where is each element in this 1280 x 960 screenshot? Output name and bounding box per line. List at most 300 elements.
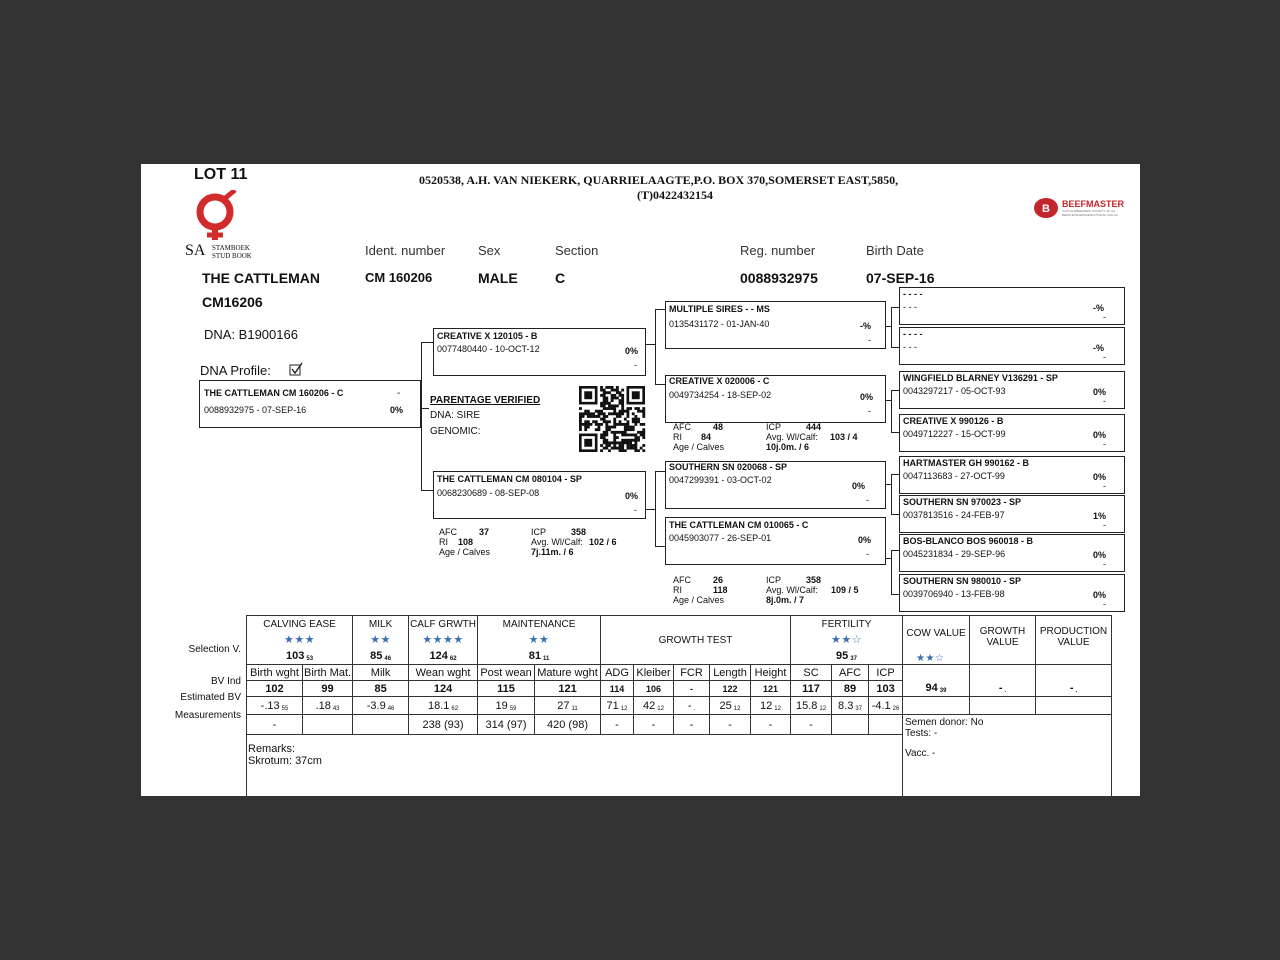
subject-pct: 0% [390, 405, 404, 415]
logo-studbook-text: STUD BOOK [212, 252, 252, 260]
gp4-afc-value: 26 [713, 575, 724, 585]
measurement-value [353, 715, 409, 735]
row-label-selection: Selection V. [188, 644, 241, 655]
qr-module [608, 449, 611, 452]
gp2-avg-label: Avg. Wl/Calf: [766, 432, 818, 442]
dam-dash: - [634, 505, 637, 515]
gp2-afc-value: 48 [713, 422, 724, 432]
qr-module [587, 412, 590, 415]
qr-module [600, 410, 603, 413]
section-value: C [555, 270, 566, 286]
bv-value: - [674, 681, 710, 697]
ebv-accuracy: 59 [509, 705, 517, 712]
trait-header: Birth Mat. [304, 666, 352, 679]
ebv-value [409, 697, 478, 715]
group-fert-label: FERTILITY [791, 616, 903, 633]
qr-module [627, 428, 630, 431]
ebv-value [751, 697, 791, 715]
ebv-value [601, 697, 634, 715]
ebv-number: -3.9 [366, 699, 386, 712]
maint-stars: ★★ [478, 633, 601, 647]
vaccinations: Vacc. - [905, 748, 936, 759]
grandparent-box-2 [665, 375, 886, 423]
qr-module [611, 431, 614, 434]
qr-module [624, 426, 627, 429]
qr-module [605, 447, 608, 450]
bv-value: 117 [791, 681, 832, 697]
svg-text:B: B [1042, 203, 1050, 215]
milk-index-acc: 46 [384, 655, 392, 662]
qr-module [619, 444, 622, 447]
qr-module [605, 434, 608, 437]
fert-index-value: 95 [836, 649, 849, 662]
qr-module [611, 426, 614, 429]
qr-module [600, 402, 603, 405]
qr-module [587, 423, 590, 426]
qr-module [629, 439, 632, 442]
qr-module [608, 426, 611, 429]
qr-module [616, 391, 619, 394]
ebv-value [791, 697, 832, 715]
bv-value: 114 [601, 681, 634, 697]
qr-module [616, 389, 619, 392]
bv-value: 85 [353, 681, 409, 697]
trait-header: Post wean [478, 665, 535, 681]
qr-module [613, 418, 616, 421]
gp4-ri-value: 118 [713, 585, 728, 595]
gp1-title: MULTIPLE SIRES - - MS [669, 304, 770, 314]
qr-module [600, 449, 603, 452]
qr-module [613, 389, 616, 392]
qr-module [621, 402, 624, 405]
qr-module [611, 404, 614, 407]
group-milk-label: MILK [353, 616, 409, 633]
qr-module [584, 426, 587, 429]
qr-module [621, 431, 624, 434]
qr-module [642, 436, 645, 439]
qr-module [592, 412, 595, 415]
ebv-number: 15.8 [795, 699, 818, 712]
qr-module [619, 394, 622, 397]
skrotum-value: Skrotum: 37cm [248, 755, 322, 767]
qr-module [613, 404, 616, 407]
milk-index [353, 647, 409, 664]
gp3-title: SOUTHERN SN 020068 - SP [669, 462, 788, 472]
calf-index-value: 124 [429, 649, 448, 662]
ebv-accuracy: 12 [657, 705, 664, 712]
qr-module [613, 410, 616, 413]
qr-module [629, 426, 632, 429]
qr-module [632, 412, 635, 415]
ggp-detail: - - - [903, 342, 917, 352]
section-label: Section [555, 243, 599, 258]
ebv-accuracy: 12 [620, 705, 628, 712]
qr-module [621, 404, 624, 407]
qr-module [634, 418, 637, 421]
qr-module [603, 439, 606, 442]
empty-cell [970, 697, 1036, 715]
qr-module [608, 441, 611, 444]
qr-module [584, 412, 587, 415]
qr-module [629, 428, 632, 431]
gp4-afc-label: AFC [673, 575, 691, 585]
qr-module [600, 386, 603, 389]
gp1-detail: 0135431172 - 01-JAN-40 [669, 319, 770, 329]
ebv-accuracy: 62 [451, 705, 459, 712]
qr-module [634, 439, 637, 442]
qr-module [582, 415, 585, 418]
qr-module [587, 410, 590, 413]
gp1-dash: - [868, 335, 871, 345]
grandparent-box-1 [665, 301, 886, 349]
ggp-title: HARTMASTER GH 990162 - B [903, 458, 1030, 468]
ebv-number: 71 [606, 699, 619, 712]
row-label-bv: BV Ind [210, 676, 241, 687]
growth-value-label-1: GROWTH [979, 626, 1026, 637]
qr-module [640, 431, 643, 434]
ident-number: CM 160206 [365, 270, 433, 285]
production-value-label-1: PRODUCTION [1039, 626, 1108, 637]
qr-module [627, 423, 630, 426]
gp2-avg-value: 103 / 4 [830, 432, 858, 442]
qr-module [616, 447, 619, 450]
bv-value: 99 [303, 681, 353, 697]
qr-module [642, 412, 645, 415]
qr-module [621, 439, 624, 442]
production-value-cell [1036, 616, 1112, 665]
subject-detail: 0088932975 - 07-SEP-16 [204, 405, 307, 415]
trait-header: Height [751, 665, 791, 681]
qr-module [611, 399, 614, 402]
qr-module [611, 407, 614, 410]
qr-module [603, 399, 606, 402]
ebv-number: 8.3 [838, 699, 854, 712]
qr-module [619, 415, 622, 418]
qr-module [634, 447, 637, 450]
qr-module [621, 410, 624, 413]
bv-value: 89 [832, 681, 869, 697]
ggp-pct: 0% [1093, 590, 1107, 600]
qr-module [624, 431, 627, 434]
milk-index-value: 85 [370, 649, 383, 662]
gp4-icp-value: 358 [806, 575, 822, 585]
animal-code: CM16206 [202, 294, 263, 310]
qr-module [600, 412, 603, 415]
group-calving-label: CALVING EASE [247, 616, 353, 633]
gp2-icp-label: ICP [766, 422, 782, 432]
calving-index [247, 647, 353, 664]
qr-module [621, 394, 624, 397]
qr-module [605, 431, 608, 434]
qr-module [613, 436, 616, 439]
qr-module [613, 426, 616, 429]
ebv-number: .18 [315, 699, 331, 712]
gp2-detail: 0049734254 - 18-SEP-02 [669, 390, 772, 400]
qr-module [632, 426, 635, 429]
qr-module [634, 434, 637, 437]
maint-index-acc: 11 [542, 655, 550, 662]
trait-header-row [247, 665, 1112, 681]
qr-module [603, 436, 606, 439]
qr-module [608, 386, 611, 389]
qr-module [608, 402, 611, 405]
qr-module [608, 407, 611, 410]
ggp-title: SOUTHERN SN 970023 - SP [903, 497, 1022, 507]
qr-module [603, 389, 606, 392]
parentage-verified: PARENTAGE VERIFIED [430, 395, 541, 406]
ggp-pct: 0% [1093, 430, 1107, 440]
qr-module [605, 415, 608, 418]
ggp-dash: - [1103, 481, 1106, 491]
qr-module [587, 415, 590, 418]
measurement-value: - [634, 715, 674, 735]
bv-value: 115 [478, 681, 535, 697]
ebv-accuracy: 26 [892, 705, 900, 712]
gp4-avg-value: 109 / 5 [831, 585, 859, 595]
owner-phone: (T)0422432154 [637, 188, 713, 202]
qr-module [590, 412, 593, 415]
gp4-dash: - [866, 549, 869, 559]
semen-donor: Semen donor: No [905, 717, 984, 728]
ebv-accuracy: . [693, 705, 696, 712]
dam-detail: 0068230689 - 08-SEP-08 [437, 488, 540, 498]
sex-label: Sex [478, 243, 501, 258]
trait-header: Birth wght [247, 665, 303, 681]
qr-module [619, 410, 622, 413]
growth-value-label-2: VALUE [986, 637, 1019, 648]
checkmark-icon [289, 362, 303, 376]
gp4-ri-label: RI [673, 585, 682, 595]
qr-module [642, 407, 645, 410]
maint-index [478, 647, 601, 664]
group-calf-label: CALF GRWTH [409, 616, 478, 633]
qr-module [642, 449, 645, 452]
qr-module [605, 407, 608, 410]
ebv-accuracy: 43 [332, 705, 340, 712]
qr-module [587, 426, 590, 429]
calving-index-acc: 53 [306, 655, 314, 662]
ggp-dash: - [1103, 439, 1106, 449]
ggp-pct: -% [1093, 303, 1104, 313]
qr-module [613, 412, 616, 415]
ebv-number: -.13 [260, 699, 280, 712]
calf-index [409, 647, 478, 664]
qr-module [642, 444, 645, 447]
qr-module [619, 399, 622, 402]
qr-module [621, 449, 624, 452]
qr-module [613, 423, 616, 426]
ebv-row [247, 697, 1112, 715]
qr-module [627, 412, 630, 415]
qr-module [640, 434, 643, 437]
qr-module [603, 402, 606, 405]
measurement-value [869, 715, 903, 735]
qr-module [640, 423, 643, 426]
stamboek-logo [193, 190, 245, 246]
ggp-pct: 0% [1093, 550, 1107, 560]
beefmaster-logo [1033, 197, 1133, 219]
gp4-pct: 0% [858, 535, 872, 545]
qr-module [613, 439, 616, 442]
qr-module [619, 420, 622, 423]
qr-module [613, 447, 616, 450]
trait-header: Wean wght [409, 665, 478, 681]
cow-value-stars: ★★☆ [916, 653, 945, 664]
ggp-title: - - - - [903, 289, 923, 299]
qr-module [619, 423, 622, 426]
qr-module [603, 412, 606, 415]
qr-module [608, 404, 611, 407]
row-label-ebv: Estimated BV [180, 692, 241, 703]
beefmaster-tagline-2: BEESTETELERSGENOOTSKAP VAN SA [1062, 213, 1119, 217]
maint-index-value: 81 [528, 649, 541, 662]
gp3-dash: - [866, 495, 869, 505]
qr-module [642, 423, 645, 426]
qr-module [595, 410, 598, 413]
qr-module [632, 420, 635, 423]
sire-pct: 0% [625, 346, 639, 356]
qr-module [579, 423, 582, 426]
qr-module [603, 407, 606, 410]
qr-module [637, 439, 640, 442]
qr-module [624, 418, 627, 421]
ggp-pct: 0% [1093, 472, 1107, 482]
qr-module [587, 420, 590, 423]
qr-module [621, 423, 624, 426]
value-index-acc: 39 [939, 688, 947, 695]
qr-module [621, 441, 624, 444]
trait-header: Mature wght [535, 665, 601, 681]
ebv-number: - [687, 699, 692, 712]
qr-module [579, 418, 582, 421]
fert-index [791, 647, 903, 664]
qr-module [590, 415, 593, 418]
growth-value-cell [970, 616, 1036, 665]
qr-module [605, 441, 608, 444]
qr-module [600, 389, 603, 392]
dam-title: THE CATTLEMAN CM 080104 - SP [437, 474, 582, 484]
logo-stamboek-text: STAMBOEK [212, 244, 250, 252]
value-index-value: - [1069, 682, 1074, 695]
qr-module [634, 415, 637, 418]
qr-module [603, 404, 606, 407]
qr-module [595, 420, 598, 423]
qr-module [605, 420, 608, 423]
qr-module [642, 415, 645, 418]
qr-module [637, 418, 640, 421]
measurement-value: - [247, 715, 303, 735]
qr-module [634, 423, 637, 426]
qr-module [616, 423, 619, 426]
qr-module [582, 412, 585, 415]
great-grandparent-box-7 [899, 534, 1125, 572]
qr-module [603, 420, 606, 423]
qr-module [637, 410, 640, 413]
ident-label: Ident. number [365, 243, 446, 258]
ebv-value [674, 697, 710, 715]
ebv-accuracy: 46 [387, 705, 395, 712]
qr-module [619, 449, 622, 452]
qr-module [642, 434, 645, 437]
ggp-detail: 0045231834 - 29-SEP-96 [903, 549, 1006, 559]
gp4-age-label: Age / Calves [673, 595, 725, 605]
great-grandparent-box-1 [899, 287, 1125, 325]
qr-module [605, 399, 608, 402]
stamboek-symbol-icon [193, 190, 245, 246]
dna-profile-checkbox [289, 362, 303, 376]
qr-module [600, 434, 603, 437]
calving-index-value: 103 [286, 649, 305, 662]
gp2-afc-label: AFC [673, 422, 691, 432]
qr-code-icon [579, 386, 647, 452]
owner-address: 0520538, A.H. VAN NIEKERK, QUARRIELAAGTE,P.O. BOX 370,SOMERSET EAST,5850, [419, 173, 899, 187]
qr-module [627, 420, 630, 423]
ebv-number: 25 [719, 699, 732, 712]
qr-module [632, 434, 635, 437]
beefmaster-tagline: CATTLE BREEDERS' SOCIETY OF SA [1062, 209, 1115, 213]
ggp-pct: 1% [1093, 511, 1107, 521]
ebv-number: 19 [495, 699, 508, 712]
measurement-value: - [751, 715, 791, 735]
gp2-age-label: Age / Calves [673, 442, 725, 452]
dam-age-label: Age / Calves [439, 547, 491, 557]
qr-module [616, 404, 619, 407]
trait-header: Milk [353, 665, 409, 681]
qr-module [611, 394, 614, 397]
qr-module [605, 444, 608, 447]
qr-module [616, 397, 619, 400]
qr-module [619, 391, 622, 394]
qr-module [603, 394, 606, 397]
qr-module [600, 394, 603, 397]
qr-module [605, 428, 608, 431]
ggp-detail: 0049712227 - 15-OCT-99 [903, 429, 1006, 439]
trait-header: FCR [674, 665, 710, 681]
ebv-accuracy: 12 [733, 705, 741, 712]
qr-module [616, 436, 619, 439]
dam-pct: 0% [625, 491, 639, 501]
ebv-accuracy: 11 [571, 705, 578, 712]
ggp-title: WINGFIELD BLARNEY V136291 - SP [903, 373, 1058, 383]
ebv-number: 12 [760, 699, 773, 712]
value-index-value: 94 [925, 682, 938, 695]
qr-module [632, 439, 635, 442]
qr-finder [584, 439, 592, 447]
qr-module [597, 410, 600, 413]
qr-module [603, 415, 606, 418]
qr-module [579, 407, 582, 410]
sire-detail: 0077480440 - 10-OCT-12 [437, 344, 540, 354]
ebv-accuracy: 55 [281, 705, 289, 712]
logo-sa-text: SA [185, 242, 206, 259]
qr-module [629, 441, 632, 444]
qr-module [621, 412, 624, 415]
qr-module [603, 434, 606, 437]
remarks-cell [247, 735, 903, 797]
dna-profile-label: DNA Profile: [200, 363, 271, 378]
gp4-age-value: 8j.0m. / 7 [766, 595, 805, 605]
measurement-value [303, 715, 353, 735]
group-maint-label: MAINTENANCE [478, 616, 601, 633]
registration-certificate [141, 164, 1140, 796]
cow-value-label: COW VALUE [906, 628, 966, 639]
qr-module [621, 389, 624, 392]
value-index [1036, 681, 1112, 697]
gp4-icp-label: ICP [766, 575, 782, 585]
qr-module [637, 449, 640, 452]
qr-module [632, 444, 635, 447]
qr-module [579, 420, 582, 423]
